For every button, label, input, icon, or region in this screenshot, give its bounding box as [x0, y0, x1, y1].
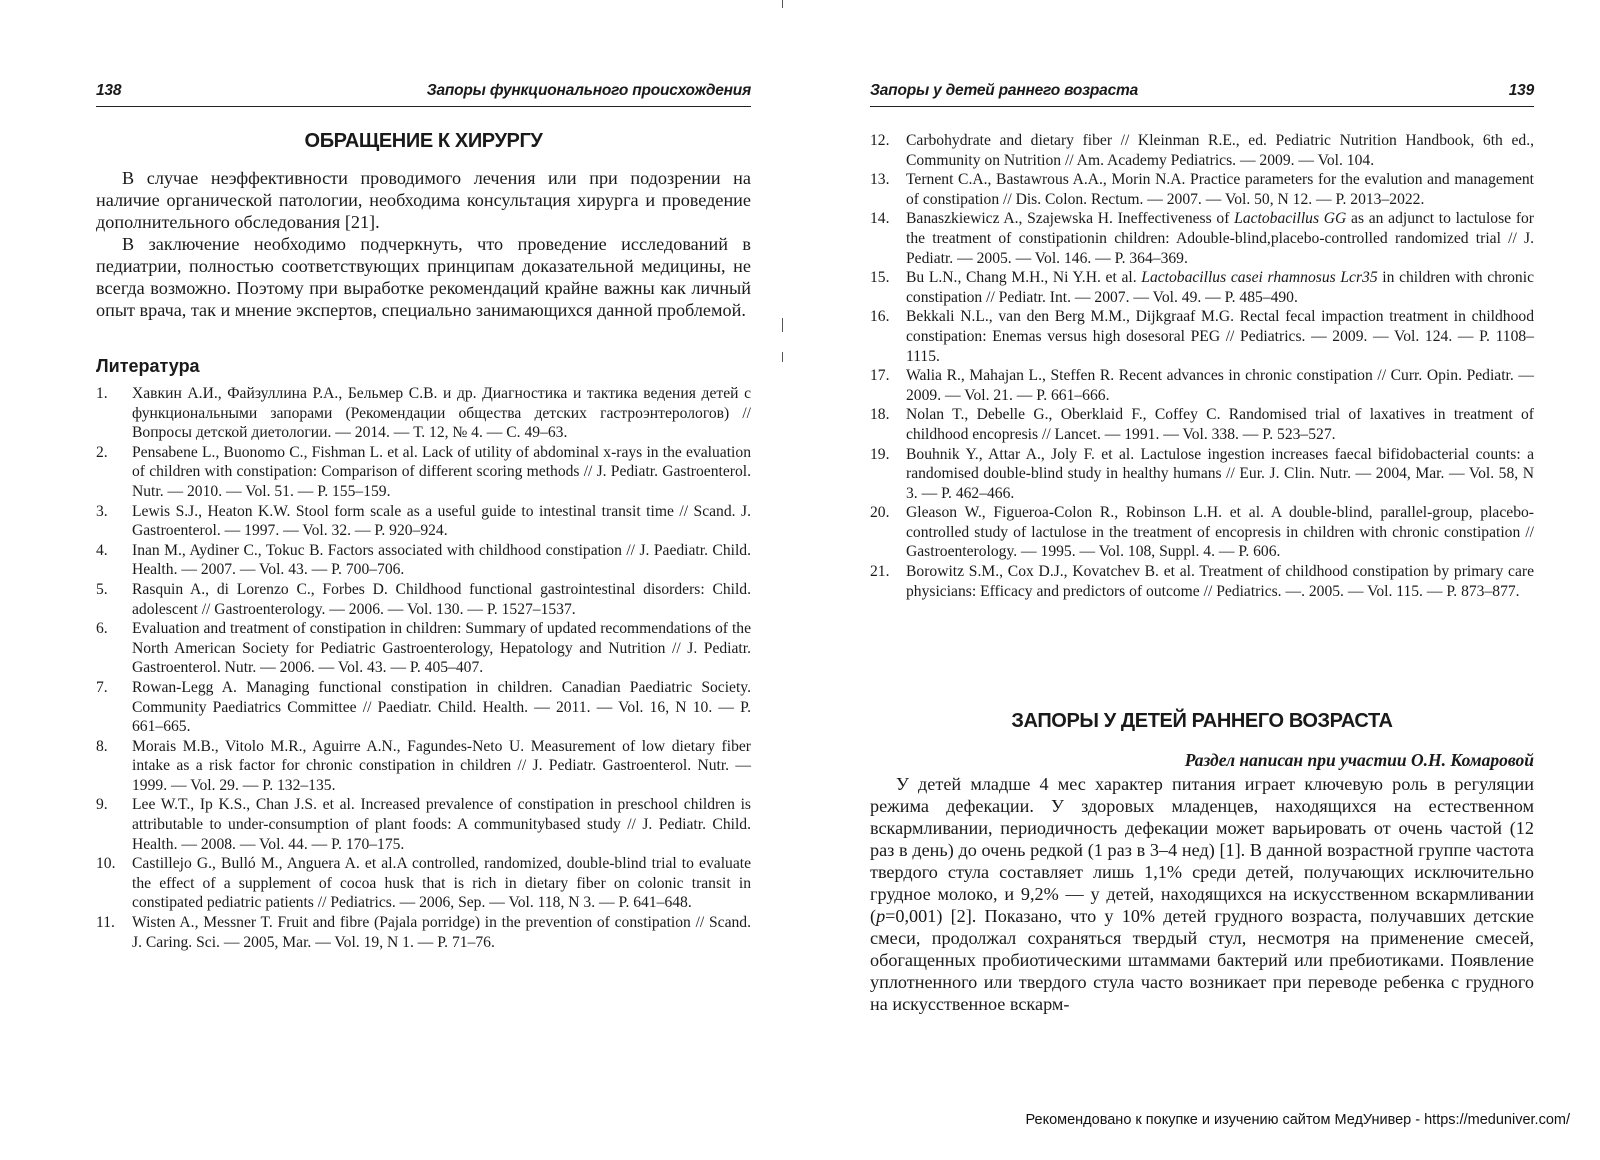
reference-text: Bu L.N., Chang M.H., Ni Y.H. et al. [906, 269, 1142, 287]
reference-number: 21. [870, 563, 890, 581]
references-heading: Литература [96, 356, 200, 376]
reference-text: Rasquin A., di Lorenzo C., Forbes D. Childhood functional gastrointestinal disorders: Child. adolescent // Gastroenterology. — 2006. — Vol. 130. — P. 1527–1537. [132, 580, 751, 618]
reference-item [870, 503, 1534, 562]
reference-text: as an adjunct to lactulose for the treatment of constipationin children: Adouble-blind,placebo-controlled randomized trial // J. Pediatr. — 2005. — Vol. 146. — P. 364–369. [906, 210, 1534, 267]
reference-italic: Lactobacillus GG [1234, 210, 1347, 228]
reference-number: 18. [870, 406, 890, 424]
running-head-left [96, 80, 751, 107]
paragraph: В заключение необходимо подчеркнуть, что проведение исследований в педиатрии, полностью соответствующих принципам доказательной медицины, не всегда возможно. Поэтому при выработке рекомендаций крайне важны как личный опыт врача, так и мнение экспертов, специально занимающихся данной проблемой. [96, 234, 751, 320]
reference-number: 20. [870, 504, 890, 522]
right-page [870, 0, 1534, 1120]
reference-number: 9. [96, 796, 108, 814]
reference-text: Lee W.T., Ip K.S., Chan J.S. et al. Increased prevalence of constipation in preschool children is attributable to under-consumption of plant foods: A communitybased study // J. Pediatr. Child. Health. — 2008. — Vol. 44. — P. 170–175. [132, 796, 751, 853]
gutter-mark [782, 352, 783, 362]
reference-item [870, 268, 1534, 307]
footer-note: Рекомендовано к покупке и изучению сайтом МедУнивер - https://meduniver.com/ [1025, 1112, 1570, 1128]
left-page [96, 0, 751, 1120]
reference-item [870, 131, 1534, 170]
reference-italic: Lactobacillus casei rhamnosus Lcr35 [1141, 269, 1378, 287]
running-title-left: Запоры функционального происхождения [426, 82, 751, 99]
reference-text: Wisten A., Messner T. Fruit and fibre (Pajala porridge) in the prevention of constipation // Scand. J. Caring. Sci. — 2005, Mar. — Vol. 19, N 1. — P. 71–76. [132, 914, 751, 951]
reference-item [96, 580, 751, 619]
reference-item [96, 678, 751, 737]
reference-number: 17. [870, 367, 890, 385]
paragraph-part: =0,001) [2]. Показано, что у 10% детей грудного возраста, получавших детские смеси, продолжал сохраняться твердый стул, несмотря на применение смесей, обогащенных пробиотическими штаммами бактерий или пребиотиками. Появление уплотненного или твердого стула часто возникает при переводе ребенка с грудного на искусственное вскарм- [870, 906, 1534, 1014]
reference-text: Bekkali N.L., van den Berg M.M., Dijkgraaf M.G. Rectal fecal impaction treatment in childhood constipation: Enemas versus high dosesoral PEG // Pediatrics. — 2009. — Vol. 124. — P. 1108–1115. [906, 308, 1534, 365]
reference-number: 2. [96, 443, 108, 461]
section-byline: Раздел написан при участии О.Н. Комаровой [1184, 750, 1534, 770]
reference-text: Evaluation and treatment of constipation in children: Summary of updated recommendations of the North American Society for Pediatric Gastroenterology, Hepatology and Nutrition // J. Pediatr. Gastroenterol. Nutr. — 2006. — Vol. 43. — P. 405–407. [132, 620, 751, 677]
reference-number: 7. [96, 678, 108, 696]
reference-text: Inan M., Aydiner C., Tokuc B. Factors associated with childhood constipation // J. Paediatr. Child. Health. — 2007. — Vol. 43. — P. 700–706. [132, 541, 751, 579]
reference-item [870, 445, 1534, 504]
reference-number: 4. [96, 541, 108, 559]
running-head-right [870, 80, 1534, 107]
reference-number: 13. [870, 171, 890, 189]
reference-text: Borowitz S.M., Cox D.J., Kovatchev B. et al. Treatment of childhood constipation by primary care physicians: Efficacy and predictors of outcome // Pediatrics. —. 2005. — Vol. 115. — P. 873–877. [906, 563, 1534, 600]
reference-number: 5. [96, 580, 108, 598]
gutter-mark [782, 0, 783, 8]
running-title-right: Запоры у детей раннего возраста [870, 82, 1138, 99]
reference-item [870, 366, 1534, 405]
reference-item [96, 502, 751, 541]
reference-item [96, 795, 751, 854]
paragraph-part: У детей младше 4 мес характер питания играет ключевую роль в регуляции режима дефекации. У здоровых младенцев, находящихся на естественном вскармливании, периодичность дефекации может варьировать от очень частой (12 раз в день) до очень редкой (1 раз в 3–4 нед) [1]. В данной возрастной группе частота твердого стула составляет лишь 1,1% среди детей, получающих исключительно грудное молоко, и 9,2% — у детей, находящихся на искусственном вскармливании ( [870, 774, 1534, 926]
reference-text: Walia R., Mahajan L., Steffen R. Recent advances in chronic constipation // Curr. Opin. Pediatr. — 2009. — Vol. 21. — P. 661–666. [906, 367, 1534, 404]
paragraph [870, 773, 1534, 1015]
reference-text: Gleason W., Figueroa-Colon R., Robinson L.H. et al. A double-blind, parallel-group, placebo-controlled study of lactulose in the treatment of encopresis in children with chronic constipation // Gastroenterology. — 1995. — Vol. 108, Suppl. 4. — P. 606. [906, 504, 1534, 561]
reference-text: Nolan T., Debelle G., Oberklaid F., Coffey C. Randomised trial of laxatives in treatment of childhood encopresis // Lancet. — 1991. — Vol. 338. — P. 523–527. [906, 406, 1534, 443]
reference-text: Lewis S.J., Heaton K.W. Stool form scale as a useful guide to intestinal transit time // Scand. J. Gastroenterol. — 1997. — Vol. 32. — P. 920–924. [132, 502, 751, 540]
body-text-right [870, 773, 1534, 1015]
reference-text: Banaszkiewicz A., Szajewska H. Ineffectiveness of [906, 210, 1235, 228]
reference-number: 11. [96, 914, 115, 932]
reference-text: Castillejo G., Bulló M., Anguera A. et al.A controlled, randomized, double-blind trial to evaluate the effect of a supplement of cocoa husk that is rich in dietary fiber on colonic transit in constipated pediatric patients // Pediatrics. — 2006, Sep. — Vol. 118, N 3. — P. 641–648. [132, 855, 751, 912]
reference-text: Morais M.B., Vitolo M.R., Aguirre A.N., Fagundes-Neto U. Measurement of low dietary fiber intake as a risk factor for chronic constipation in children // J. Pediatr. Gastroenterol. Nutr. — 1999. — Vol. 29. — P. 132–135. [132, 737, 751, 794]
reference-text: Хавкин А.И., Файзуллина Р.А., Бельмер С.В. и др. Диагностика и тактика ведения детей с функциональными запорами (Рекомендации общества детских гастроэнтерологов) // Вопросы детской диетологии. — 2014. — Т. 12, № 4. — С. 49–63. [132, 385, 751, 442]
reference-number: 8. [96, 737, 108, 755]
reference-text: Pensabene L., Buonomo C., Fishman L. et al. Lack of utility of abdominal x-rays in the evaluation of children with constipation: Comparison of different scoring methods // J. Pediatr. Gastroenterol. Nutr. — 2010. — Vol. 51. — P. 155–159. [132, 443, 751, 500]
gutter-mark [782, 318, 783, 332]
reference-item [870, 307, 1534, 366]
reference-number: 1. [96, 385, 108, 402]
body-text-left [96, 167, 751, 321]
reference-item [96, 443, 751, 502]
paragraph-italic: p [876, 906, 886, 926]
reference-number: 6. [96, 620, 108, 638]
reference-item [870, 405, 1534, 444]
references-list-right [870, 131, 1534, 601]
reference-text: Rowan-Legg A. Managing functional constipation in children. Canadian Paediatric Society. Community Paediatrics Committee // Paediatr. Child. Health. — 2011. — Vol. 16, N 10. — P. 661–665. [132, 678, 751, 736]
section-title-early-age: ЗАПОРЫ У ДЕТЕЙ РАННЕГО ВОЗРАСТА [1011, 710, 1393, 732]
reference-text: Ternent C.A., Bastawrous A.A., Morin N.A. Practice parameters for the evalution and management of constipation // Dis. Colon. Rectum. — 2007. — Vol. 50, N 12. — P. 2013–2022. [906, 171, 1534, 208]
references-list-left [96, 384, 751, 952]
reference-item [96, 619, 751, 678]
reference-number: 19. [870, 445, 890, 463]
page-number-left: 138 [96, 82, 122, 99]
reference-number: 16. [870, 308, 890, 326]
reference-item [96, 913, 751, 952]
reference-item [96, 737, 751, 796]
reference-number: 14. [870, 210, 890, 228]
reference-item [96, 854, 751, 913]
page-number-right: 139 [1508, 82, 1534, 99]
reference-item [870, 170, 1534, 209]
reference-item [96, 541, 751, 580]
reference-text: Carbohydrate and dietary fiber // Kleinman R.E., ed. Pediatric Nutrition Handbook, 6th ed., Community on Nutrition // Am. Academy Pediatrics. — 2009. — Vol. 104. [906, 132, 1534, 169]
reference-item [870, 562, 1534, 601]
reference-item [96, 384, 751, 443]
reference-item [870, 209, 1534, 268]
reference-number: 12. [870, 132, 890, 149]
reference-number: 3. [96, 502, 108, 520]
reference-text: Bouhnik Y., Attar A., Joly F. et al. Lactulose ingestion increases faecal bifidobacterial counts: a randomised double-blind study in healthy humans // Eur. J. Clin. Nutr. — 2004, Mar. — Vol. 58, N 3. — P. 462–466. [906, 445, 1534, 502]
section-title-surgeon: ОБРАЩЕНИЕ К ХИРУРГУ [304, 130, 543, 152]
reference-number: 15. [870, 269, 890, 287]
paragraph: В случае неэффективности проводимого лечения или при подозрении на наличие органической патологии, необходима консультация хирурга и проведение дополнительного обследования [21]. [96, 168, 751, 232]
reference-text: in children with chronic constipation // Pediatr. Int. — 2007. — Vol. 49. — P. 485–490. [906, 269, 1534, 306]
reference-number: 10. [96, 855, 116, 873]
